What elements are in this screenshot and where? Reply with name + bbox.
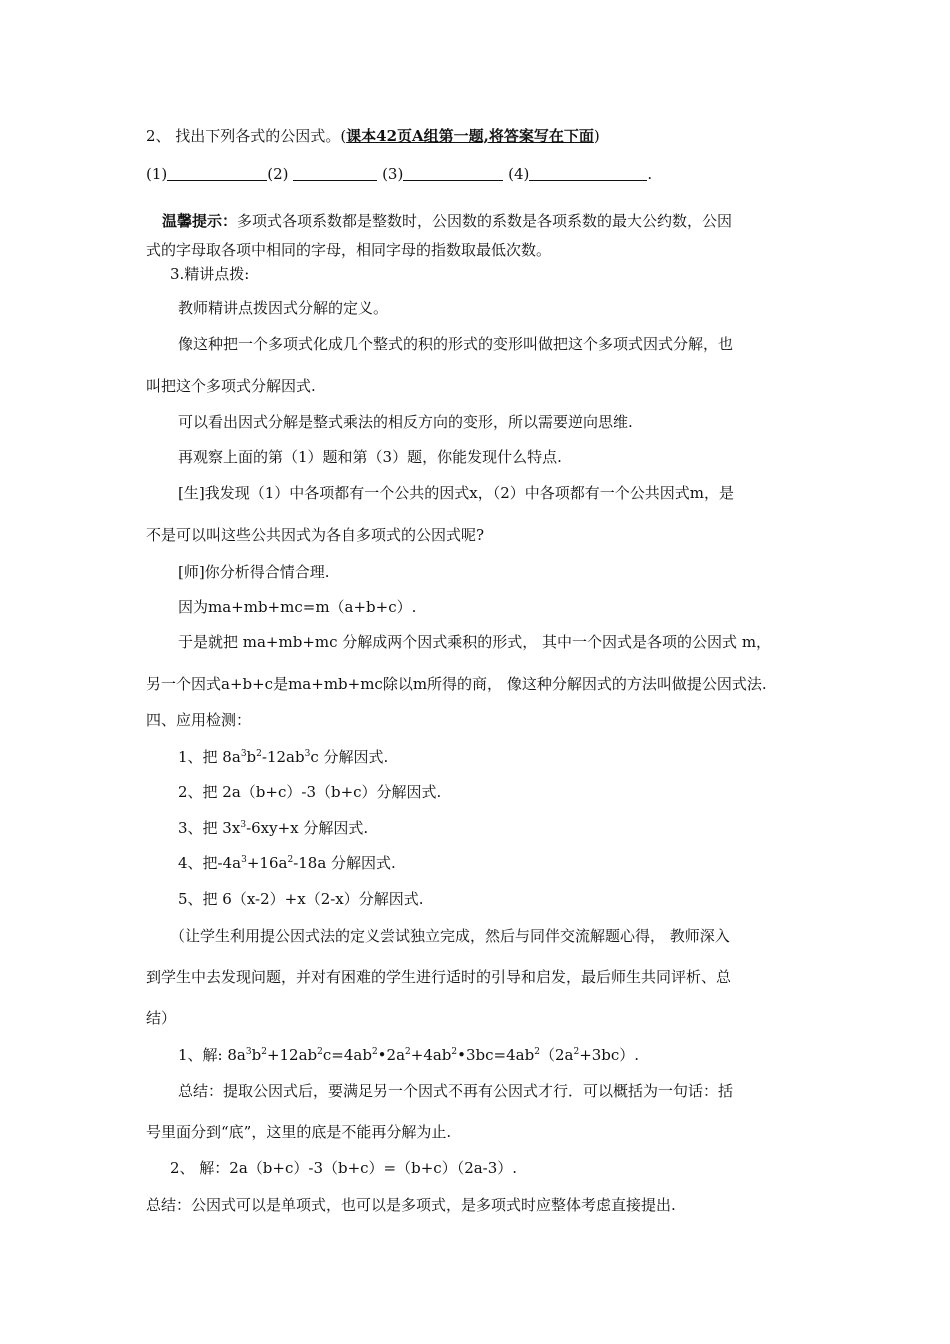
paragraph-8-line-2: 另一个因式a+b+c是ma+mb+mc除以m所得的商， 像这种分解因式的方法叫做提公因式法.: [146, 675, 767, 693]
solution-1-part-f: +4ab: [410, 1046, 452, 1064]
tip-line-2: 式的字母取各项中相同的字母，相同字母的指数取最低次数。: [146, 241, 552, 259]
paragraph-7: 因为ma+mb+mc=m（a+b+c）.: [178, 598, 417, 616]
superscript: 2: [287, 855, 294, 865]
solution-1-part-h: （2a: [539, 1046, 574, 1064]
solution-1-part-e: •2a: [377, 1046, 406, 1064]
exercise-4: [178, 853, 396, 873]
solution-1-part-g: •3bc=4ab: [457, 1046, 535, 1064]
superscript: 3: [241, 855, 247, 865]
solution-1-part-c: +12ab: [266, 1046, 318, 1064]
paragraph-8-line-1: 于是就把 ma+mb+mc 分解成两个因式乘积的形式， 其中一个因式是各项的公因式 m，: [178, 633, 772, 651]
superscript: 2: [256, 749, 262, 759]
summary-2: 总结：公因式可以是单项式，也可以是多项式，是多项式时应整体考虑直接提出.: [146, 1196, 676, 1214]
exercise-1-part-d: c 分解因式.: [310, 748, 389, 766]
paragraph-5-line-2: 不是可以叫这些公共因式为各自多项式的公因式呢?: [146, 526, 485, 544]
blank-label-3: (3): [382, 165, 404, 183]
question-2: [146, 126, 600, 146]
paragraph-6: [师]你分析得合情合理.: [178, 563, 330, 581]
exercise-3-part-a: 3、把 3x: [178, 819, 241, 837]
question-2-note: 课本42页A组第一题,将答案写在下面: [346, 127, 594, 145]
paragraph-2-line-2: 叫把这个多项式分解因式.: [146, 377, 316, 395]
exercise-1-part-b: b: [246, 748, 257, 766]
superscript: 2: [573, 1047, 580, 1057]
superscript: 3: [240, 820, 247, 830]
superscript: 2: [534, 1047, 540, 1057]
superscript: 3: [245, 1047, 252, 1057]
exercise-1-part-a: 1、把 8a: [178, 748, 241, 766]
exercise-4-part-c: -18a 分解因式.: [293, 854, 396, 872]
question-2-close: ): [593, 127, 600, 145]
paragraph-9-line-2: 到学生中去发现问题，并对有困难的学生进行适时的引导和启发，最后师生共同评析、总: [146, 968, 732, 986]
solution-1-part-d: c=4ab: [322, 1046, 372, 1064]
section-3-heading: 3.精讲点拨:: [170, 265, 250, 283]
paragraph-4: 再观察上面的第（1）题和第（3）题，你能发现什么特点.: [178, 448, 562, 466]
exercise-4-part-b: +16a: [246, 854, 288, 872]
exercise-5: 5、把 6（x-2）+x（2-x）分解因式.: [178, 890, 424, 908]
superscript: 3: [304, 749, 311, 759]
exercise-3-part-b: -6xy+x 分解因式.: [246, 819, 369, 837]
answer-blank-3[interactable]: [403, 166, 503, 181]
summary-1-line-1: 总结：提取公因式后，要满足另一个因式不再有公因式才行．可以概括为一句话：括: [178, 1082, 734, 1100]
blank-label-4: (4): [508, 165, 530, 183]
superscript: 2: [261, 1047, 267, 1057]
exercise-2: 2、把 2a（b+c）-3（b+c）分解因式.: [178, 783, 442, 801]
solution-2: 2、 解：2a（b+c）-3（b+c）=（b+c）（2a-3）.: [170, 1159, 518, 1177]
paragraph-2-line-1: 像这种把一个多项式化成几个整式的积的形式的变形叫做把这个多项式因式分解，也: [178, 335, 734, 353]
answer-blank-4[interactable]: [529, 166, 647, 181]
section-4-heading: 四、应用检测：: [146, 711, 252, 729]
exercise-3: [178, 818, 368, 838]
solution-1-part-b: b: [251, 1046, 262, 1064]
superscript: 2: [405, 1047, 411, 1057]
tip-text-1: 多项式各项系数都是整数时，公因数的系数是各项系数的最大公约数，公因: [237, 212, 733, 230]
paragraph-1: 教师精讲点拨因式分解的定义。: [178, 299, 389, 317]
superscript: 2: [451, 1047, 458, 1057]
solution-1: [178, 1045, 639, 1065]
answer-blanks: [146, 164, 652, 184]
solution-1-part-i: +3bc）.: [579, 1046, 640, 1064]
tip-line-1: [162, 211, 732, 231]
superscript: 2: [371, 1047, 378, 1057]
tip-label: 温馨提示：: [162, 212, 238, 230]
paragraph-9-line-1: （让学生利用提公因式法的定义尝试独立完成，然后与同伴交流解题心得， 教师深入: [170, 927, 730, 945]
solution-1-part-a: 1、解: 8a: [178, 1046, 246, 1064]
superscript: 2: [317, 1047, 323, 1057]
summary-1-line-2: 号里面分到“底”，这里的底是不能再分解为止.: [146, 1123, 452, 1141]
superscript: 3: [240, 749, 247, 759]
blank-label-1: (1): [146, 165, 168, 183]
blank-label-2: (2): [267, 165, 289, 183]
blank-end: .: [647, 165, 653, 183]
question-2-text: 2、 找出下列各式的公因式。(: [146, 127, 347, 145]
exercise-1-part-c: -12ab: [261, 748, 305, 766]
paragraph-5-line-1: [生]我发现（1）中各项都有一个公共的因式x，（2）中各项都有一个公共因式m，是: [178, 484, 734, 502]
paragraph-9-line-3: 结）: [146, 1009, 177, 1027]
exercise-4-part-a: 4、把-4a: [178, 854, 242, 872]
exercise-1: [178, 747, 388, 767]
answer-blank-2[interactable]: [293, 166, 377, 181]
answer-blank-1[interactable]: [167, 166, 267, 181]
paragraph-3: 可以看出因式分解是整式乘法的相反方向的变形，所以需要逆向思维.: [178, 413, 633, 431]
